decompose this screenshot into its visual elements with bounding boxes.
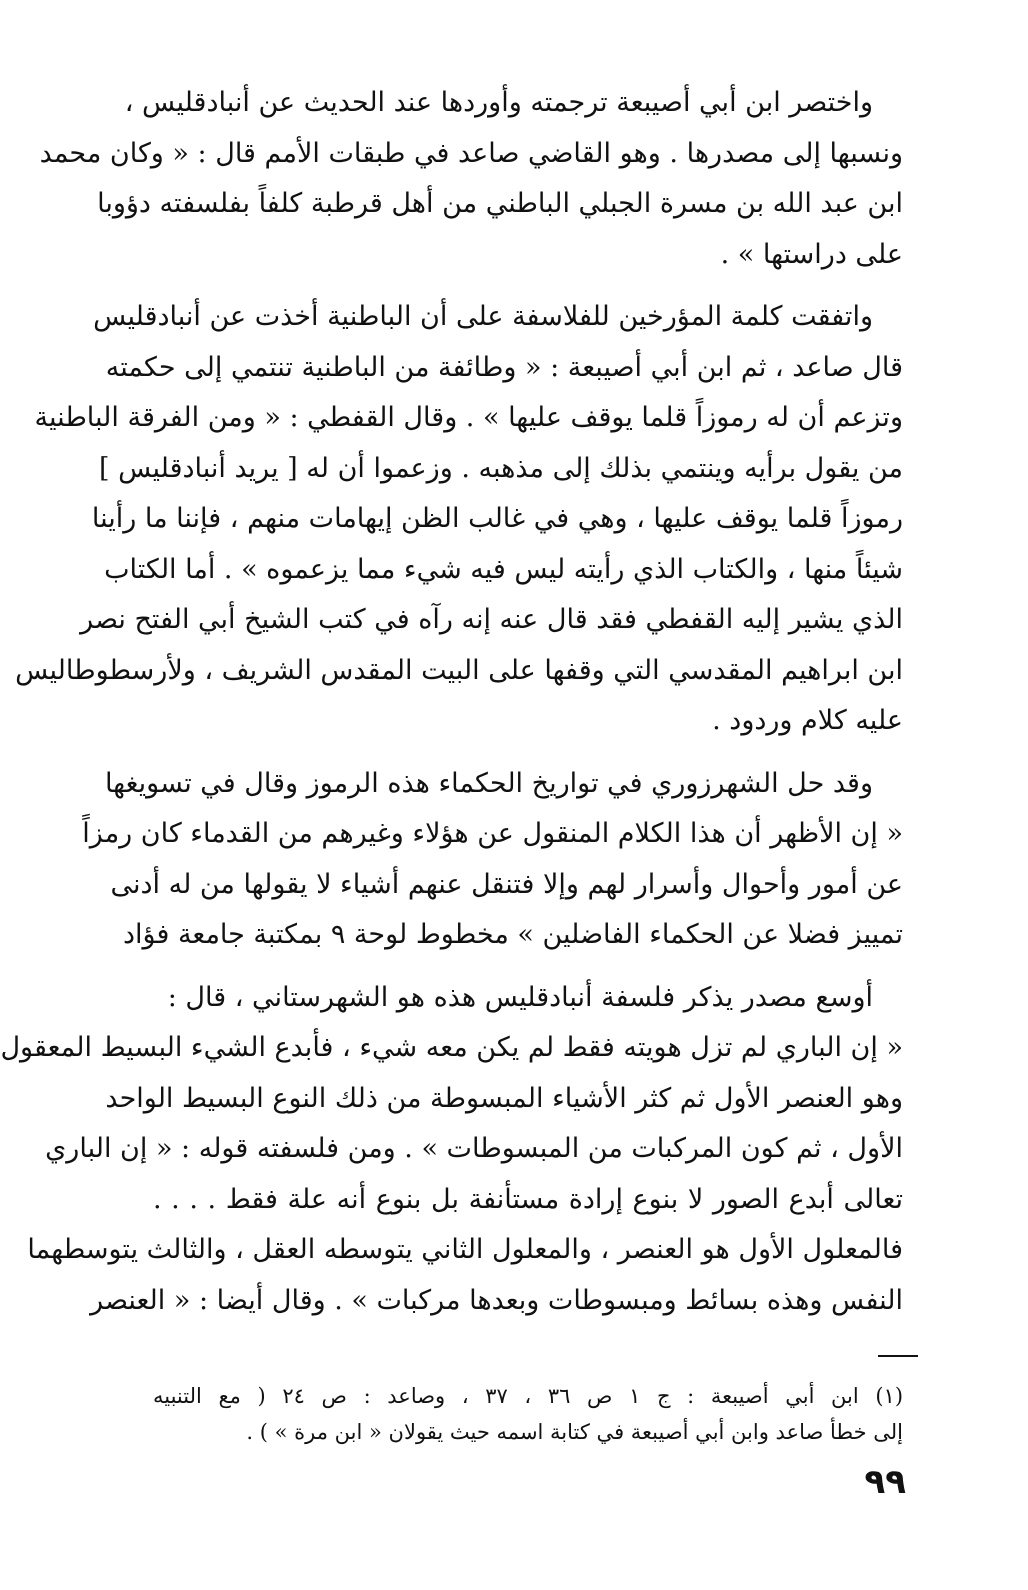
text-line: أوسع مصدر يذكر فلسفة أنبادقليس هذه هو الشهرستاني ، قال :: [167, 981, 873, 1013]
text-line: ابن ابراهيم المقدسي التي وقفها على البيت المقدس الشريف ، ولأرسطوطاليس: [15, 654, 903, 686]
text-line: واتفقت كلمة المؤرخين للفلاسفة على أن الباطنية أخذت عن أنبادقليس: [93, 301, 873, 332]
text-line: وقد حل الشهرزوري في تواريخ الحكماء هذه الرموز وقال في تسويغها: [104, 767, 873, 799]
footnote-divider: [878, 1355, 918, 1357]
text-line: النفس وهذه بسائط ومبسوطات وبعدها مركبات » . وقال أيضا : « العنصر: [90, 1284, 903, 1316]
text-line: تمييز فضلا عن الحكماء الفاضلين » مخطوط لوحة ٩ بمكتبة جامعة فؤاد: [122, 919, 903, 950]
text-line: من يقول برأيه وينتمي بذلك إلى مذهبه . وزعموا أن له [ يريد أنبادقليس ]: [98, 452, 903, 484]
text-line: الذي يشير إليه القفطي فقد قال عنه إنه رآه في كتب الشيخ أبي الفتح نصر: [80, 604, 903, 635]
text-line: وتزعم أن له رموزاً قلما يوقف عليها » . وقال القفطي : « ومن الفرقة الباطنية: [34, 402, 903, 433]
page-number: ٩٩: [864, 1462, 906, 1502]
text-line: رموزاً قلما يوقف عليها ، وهي في غالب الظن إيهامات منهم ، فإننا ما رأينا: [91, 503, 903, 534]
paragraph-1: [39, 78, 903, 280]
text-line: قال صاعد ، ثم ابن أبي أصيبعة : « وطائفة من الباطنية تنتمي إلى حكمته: [105, 351, 903, 383]
text-line: عليه كلام وردود .: [712, 705, 903, 736]
text-line: « إن الأظهر أن هذا الكلام المنقول عن هؤلاء وغيرهم من القدماء كان رمزاً: [82, 818, 903, 849]
text-line: على دراستها » .: [720, 238, 903, 270]
text-line: فالمعلول الأول هو العنصر ، والمعلول الثاني يتوسطه العقل ، والثالث يتوسطهما: [27, 1234, 903, 1265]
text-line: « إن الباري لم تزل هويته فقط لم يكن معه شيء ، فأبدع الشيء البسيط المعقول: [0, 1032, 903, 1063]
text-line: تعالى أبدع الصور لا بنوع إرادة مستأنفة بل بنوع أنه علة فقط . . . .: [153, 1183, 903, 1215]
body-text: [0, 78, 903, 1338]
text-line: ابن عبد الله بن مسرة الجبلي الباطني من أهل قرطبة كلفاً بفلسفته دؤوبا: [97, 188, 903, 219]
text-line: ونسبها إلى مصدرها . وهو القاضي صاعد في طبقات الأمم قال : « وكان محمد: [39, 137, 903, 169]
text-line: الأول ، ثم كون المركبات من المبسوطات » . ومن فلسفته قوله : « إن الباري: [45, 1133, 903, 1164]
paragraph-2: [15, 292, 903, 747]
text-line: وهو العنصر الأول ثم كثر الأشياء المبسوطة من ذلك النوع البسيط الواحد: [105, 1082, 903, 1114]
footnotes: [153, 1378, 903, 1450]
paragraph-3: [82, 759, 903, 961]
text-line: شيئاً منها ، والكتاب الذي رأيته ليس فيه شيء مما يزعموه » . أما الكتاب: [104, 553, 903, 585]
footnote-line: إلى خطأ صاعد وابن أبي أصيبعة في كتابة اسمه حيث يقولان « ابن مرة » ) .: [246, 1420, 903, 1444]
paragraph-4: [0, 973, 903, 1327]
text-line: واختصر ابن أبي أصيبعة ترجمته وأوردها عند الحديث عن أنبادقليس ،: [124, 87, 873, 118]
text-line: عن أمور وأحوال وأسرار لهم وإلا فتنقل عنهم أشياء لا يقولها من له أدنى: [110, 868, 903, 900]
footnote-line: (١) ابن أبي أصيبعة : ج ١ ص ٣٦ ، ٣٧ ، وصاعد : ص ٢٤ ( مع التنبيه: [153, 1384, 904, 1408]
